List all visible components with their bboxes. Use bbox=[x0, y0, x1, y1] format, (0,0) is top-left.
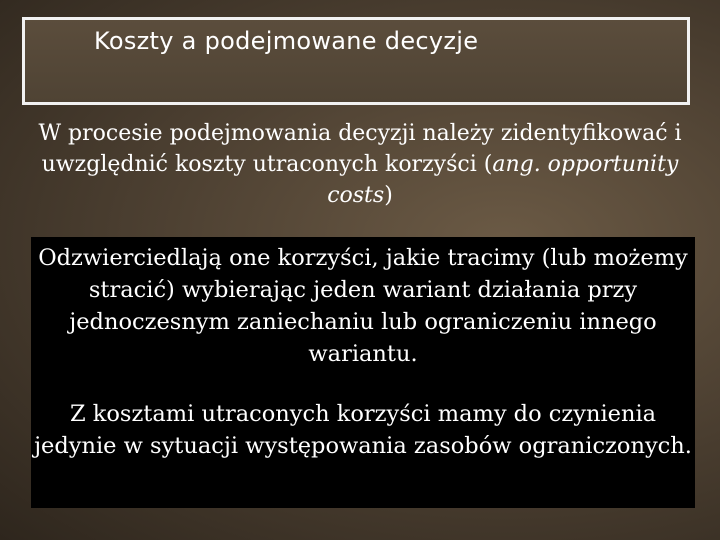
slide-title: Koszty a podejmowane decyzje bbox=[94, 27, 479, 55]
intro-text: W procesie podejmowania decyzji należy zidentyfikować i uwzględnić koszty utraconych korzyści ( bbox=[38, 121, 682, 177]
intro-italic-term: ang. opportunity costs bbox=[327, 152, 679, 208]
intro-paragraph bbox=[30, 118, 690, 211]
paragraph-opportunity-definition: Odzwierciedlają one korzyści, jakie tracimy (lub możemy stracić) wybierając jeden wariant działania przy jednoczesnym zaniechaniu lub ograniczeniu innego wariantu. bbox=[38, 245, 688, 367]
intro-closing: ) bbox=[384, 183, 393, 208]
paragraph-limited-resources: Z kosztami utraconych korzyści mamy do czynienia jedynie w sytuacji występowania zasobów ograniczonych. bbox=[34, 401, 692, 459]
